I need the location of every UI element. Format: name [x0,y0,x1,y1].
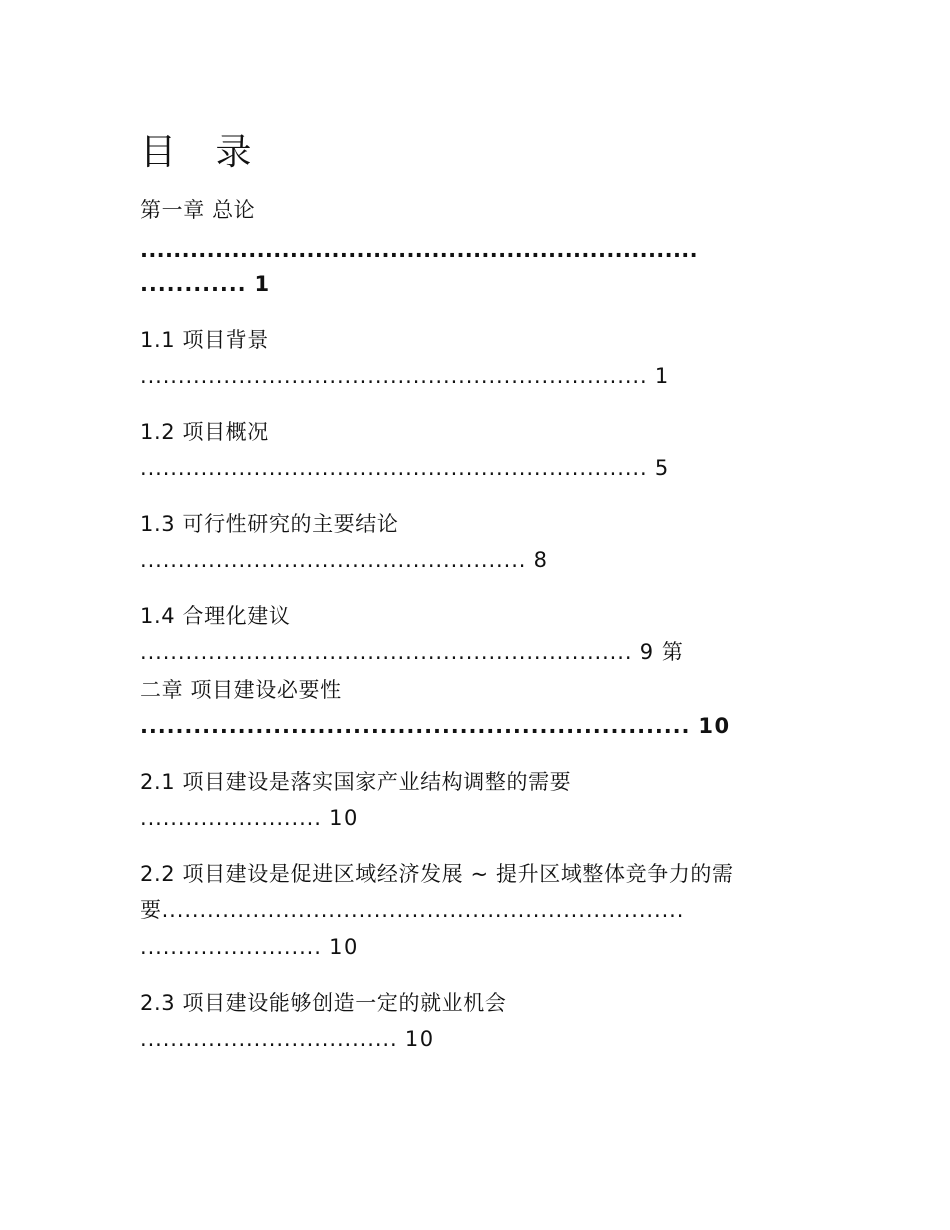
toc-page-number[interactable]: 10 [329,806,359,830]
toc-entry-2-2-label-tail[interactable]: 要 [140,898,162,922]
toc-entry-1-1-page-line [140,366,670,387]
toc-leader-dots: ................................................................. [140,640,633,664]
toc-leader-dots: ................................................... [140,548,527,572]
toc-entry-chapter-2-page-line [140,716,731,737]
toc-entry-1-4-page-line [140,642,683,663]
toc-entry-chapter-2-prefix: 第 [661,640,684,664]
toc-entry-1-4-label[interactable]: 1.4 合理化建议 [140,604,291,628]
toc-entry-chapter-2-label[interactable]: 二章 项目建设必要性 [140,678,342,702]
toc-page-number[interactable]: 1 [654,364,670,388]
toc-leader-dots: ........................ [140,806,322,830]
toc-entry-2-3-page-line [140,1029,435,1050]
toc-page-number[interactable]: 1 [254,272,271,296]
toc-page-number[interactable]: 5 [654,456,670,480]
toc-entry-1-3-label[interactable]: 1.3 可行性研究的主要结论 [140,512,399,536]
toc-entry-2-2-page-line [140,937,359,958]
toc-leader-dots: ................................................................... [140,238,698,262]
toc-entry-chapter-1-page-line [140,274,271,295]
toc-page-number[interactable]: 8 [533,548,549,572]
toc-entry-1-3-page-line [140,550,549,571]
page-title: 目 录 [140,132,266,173]
toc-leader-dots: ............ [140,272,247,296]
toc-leader-dots: ................................................................... [140,456,648,480]
toc-entry-2-2-label[interactable]: 2.2 项目建设是促进区域经济发展 ~ 提升区域整体竞争力的需 [140,862,734,886]
toc-entry-2-3-label[interactable]: 2.3 项目建设能够创造一定的就业机会 [140,991,507,1015]
toc-page-number[interactable]: 9 [639,640,655,664]
toc-page-number[interactable]: 10 [404,1027,435,1051]
toc-entry-chapter-1-label[interactable]: 第一章 总论 [140,198,256,222]
toc-entry-1-2-page-line [140,458,670,479]
toc-page-number[interactable]: 10 [329,935,359,959]
toc-page-number[interactable]: 10 [698,714,731,738]
toc-leader-dots: ........................ [140,935,322,959]
toc-leader-dots: ..................................................................... [161,898,685,922]
toc-entry-1-2-label[interactable]: 1.2 项目概况 [140,420,269,444]
toc-leader-dots: .............................................................. [140,714,691,738]
toc-entry-2-1-label[interactable]: 2.1 项目建设是落实国家产业结构调整的需要 [140,770,572,794]
toc-leader-dots: .................................. [140,1027,398,1051]
toc-entry-2-2-label-continued [140,900,684,921]
toc-entry-2-1-page-line [140,808,359,829]
toc-leader-dots: ................................................................... [140,364,648,388]
toc-entry-1-1-label[interactable]: 1.1 项目背景 [140,328,269,352]
